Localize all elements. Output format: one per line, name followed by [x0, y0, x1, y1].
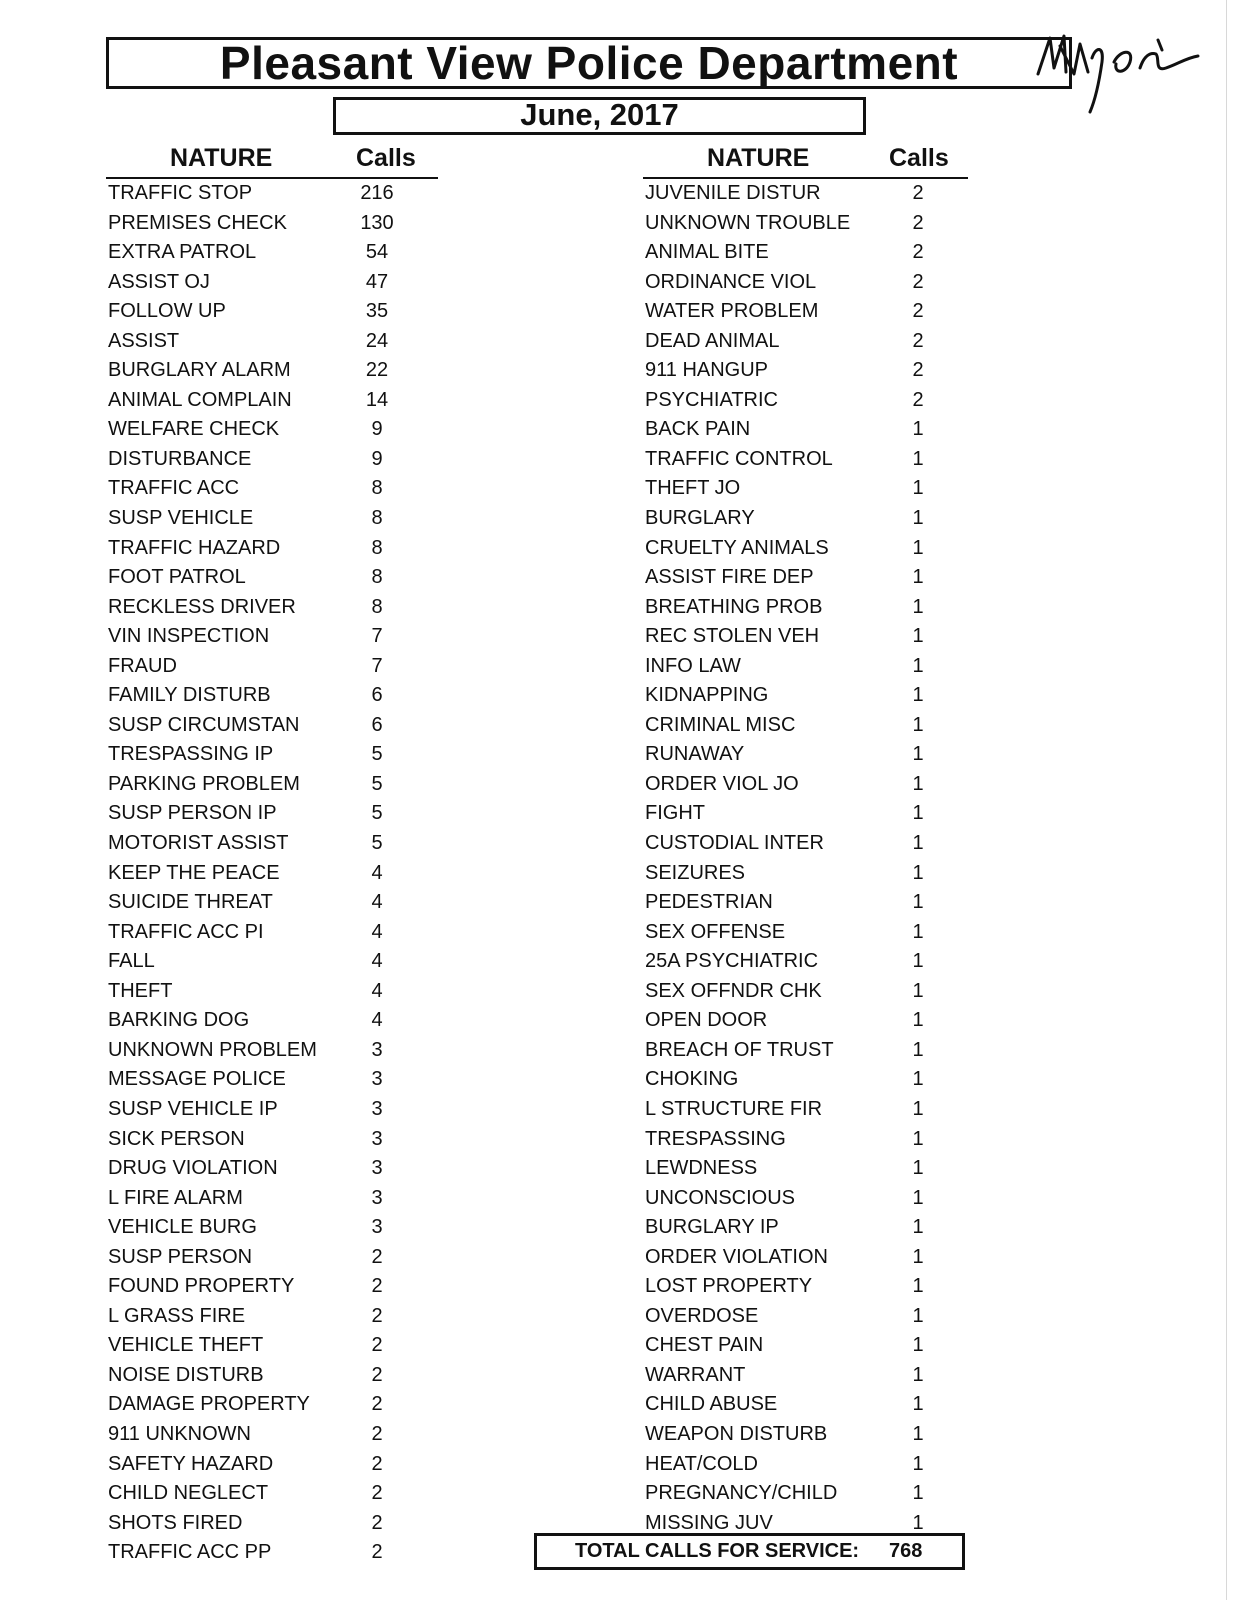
table-row — [643, 356, 968, 386]
calls-cell: 1 — [912, 507, 924, 530]
nature-cell: BREATHING PROB — [645, 595, 823, 618]
calls-cell: 4 — [371, 861, 383, 884]
nature-cell: DAMAGE PROPERTY — [108, 1393, 310, 1416]
nature-cell: WATER PROBLEM — [645, 300, 819, 323]
nature-cell: DEAD ANIMAL — [645, 329, 780, 352]
calls-cell: 2 — [371, 1541, 383, 1564]
table-row — [643, 1065, 968, 1095]
nature-cell: TRESPASSING IP — [108, 743, 274, 766]
table-row — [106, 356, 438, 386]
calls-cell: 3 — [371, 1097, 383, 1120]
left-table — [106, 145, 438, 1568]
table-row — [643, 1361, 968, 1391]
table-row — [643, 681, 968, 711]
nature-cell: ASSIST — [108, 329, 180, 352]
nature-cell: TRAFFIC HAZARD — [108, 536, 281, 559]
calls-cell: 1 — [912, 832, 924, 855]
right-table — [643, 145, 968, 1538]
nature-cell: TRAFFIC STOP — [108, 182, 253, 204]
calls-cell: 1 — [912, 595, 924, 618]
table-row — [106, 888, 438, 918]
calls-cell: 35 — [365, 300, 389, 323]
nature-cell: SUSP PERSON IP — [108, 802, 277, 825]
calls-cell: 47 — [365, 270, 389, 293]
calls-cell: 1 — [912, 1009, 924, 1032]
table-row — [106, 1154, 438, 1184]
calls-cell: 1 — [912, 1038, 924, 1061]
nature-cell: DRUG VIOLATION — [108, 1157, 278, 1180]
nature-cell: SICK PERSON — [108, 1127, 245, 1150]
nature-column-header: NATURE — [707, 144, 810, 172]
table-row — [643, 1036, 968, 1066]
calls-cell: 2 — [912, 329, 924, 352]
table-row — [106, 1006, 438, 1036]
nature-cell: MESSAGE POLICE — [108, 1068, 286, 1091]
calls-cell: 22 — [365, 359, 389, 382]
table-row — [106, 504, 438, 534]
table-row — [106, 918, 438, 948]
table-row — [106, 1538, 438, 1568]
calls-cell: 4 — [371, 950, 383, 973]
calls-cell: 1 — [912, 920, 924, 943]
table-row — [106, 474, 438, 504]
table-row — [106, 534, 438, 564]
nature-cell: BREACH OF TRUST — [645, 1038, 834, 1061]
calls-cell: 2 — [371, 1363, 383, 1386]
calls-cell: 2 — [912, 241, 924, 264]
calls-cell: 8 — [371, 566, 383, 589]
table-row — [106, 1272, 438, 1302]
nature-cell: RUNAWAY — [645, 743, 745, 766]
nature-cell: LEWDNESS — [645, 1157, 758, 1180]
table-row — [643, 1420, 968, 1450]
table-row — [643, 238, 968, 268]
nature-cell: FAMILY DISTURB — [108, 684, 271, 707]
table-row — [643, 947, 968, 977]
calls-cell: 1 — [912, 536, 924, 559]
calls-cell: 1 — [912, 654, 924, 677]
nature-cell: ANIMAL BITE — [645, 241, 769, 264]
table-row — [643, 1390, 968, 1420]
nature-cell: OVERDOSE — [645, 1304, 759, 1327]
table-row — [643, 1125, 968, 1155]
table-row — [106, 1243, 438, 1273]
table-row — [643, 593, 968, 623]
calls-cell: 2 — [371, 1245, 383, 1268]
nature-cell: FOLLOW UP — [108, 300, 226, 323]
table-row — [643, 652, 968, 682]
calls-cell: 2 — [371, 1422, 383, 1445]
calls-cell: 1 — [912, 713, 924, 736]
nature-cell: BARKING DOG — [108, 1009, 250, 1032]
handwritten-signature — [1030, 28, 1220, 118]
nature-cell: VIN INSPECTION — [108, 625, 270, 648]
calls-cell: 7 — [371, 625, 383, 648]
calls-cell: 9 — [371, 447, 383, 470]
page-edge-line — [1226, 0, 1227, 1600]
nature-cell: 25A PSYCHIATRIC — [645, 950, 819, 973]
nature-cell: FOUND PROPERTY — [108, 1275, 295, 1298]
table-row — [643, 918, 968, 948]
nature-cell: ORDER VIOL JO — [645, 772, 799, 795]
calls-cell: 1 — [912, 477, 924, 500]
table-row — [643, 1450, 968, 1480]
calls-cell: 2 — [912, 182, 924, 204]
table-row — [643, 297, 968, 327]
calls-cell: 1 — [912, 891, 924, 914]
calls-cell: 3 — [371, 1157, 383, 1180]
table-row — [106, 1331, 438, 1361]
nature-cell: 911 UNKNOWN — [108, 1422, 251, 1445]
nature-cell: TRAFFIC ACC PI — [108, 920, 264, 943]
calls-cell: 8 — [371, 595, 383, 618]
calls-cell: 1 — [912, 1422, 924, 1445]
calls-cell: 1 — [912, 743, 924, 766]
table-row — [643, 1006, 968, 1036]
table-row — [106, 622, 438, 652]
nature-cell: WEAPON DISTURB — [645, 1422, 828, 1445]
nature-cell: JUVENILE DISTUR — [645, 182, 821, 204]
nature-cell: FIGHT — [645, 802, 705, 825]
calls-cell: 1 — [912, 1157, 924, 1180]
right-table-rows — [643, 179, 968, 1538]
nature-cell: REC STOLEN VEH — [645, 625, 820, 648]
calls-cell: 1 — [912, 1393, 924, 1416]
nature-cell: L GRASS FIRE — [108, 1304, 246, 1327]
table-row — [643, 1243, 968, 1273]
calls-cell: 2 — [912, 300, 924, 323]
nature-cell: SUSP CIRCUMSTAN — [108, 713, 300, 736]
report-month: June, 2017 — [520, 97, 679, 132]
nature-cell: ORDER VIOLATION — [645, 1245, 828, 1268]
table-row — [643, 1095, 968, 1125]
table-row — [643, 829, 968, 859]
table-row — [106, 652, 438, 682]
table-row — [643, 474, 968, 504]
table-row — [643, 1331, 968, 1361]
nature-cell: TRAFFIC ACC PP — [108, 1541, 272, 1564]
calls-cell: 3 — [371, 1216, 383, 1239]
table-row — [643, 534, 968, 564]
calls-cell: 1 — [912, 1068, 924, 1091]
table-row — [106, 327, 438, 357]
nature-cell: SEX OFFENSE — [645, 920, 786, 943]
nature-cell: BACK PAIN — [645, 418, 751, 441]
calls-cell: 1 — [912, 861, 924, 884]
calls-cell: 1 — [912, 1482, 924, 1505]
nature-cell: ASSIST OJ — [108, 270, 210, 293]
nature-cell: ASSIST FIRE DEP — [645, 566, 814, 589]
left-table-header — [106, 145, 438, 179]
calls-cell: 3 — [371, 1038, 383, 1061]
table-row — [643, 770, 968, 800]
nature-cell: UNKNOWN TROUBLE — [645, 211, 851, 234]
calls-cell: 8 — [371, 507, 383, 530]
nature-cell: UNCONSCIOUS — [645, 1186, 796, 1209]
table-row — [643, 1154, 968, 1184]
calls-cell: 1 — [912, 1245, 924, 1268]
table-row — [643, 563, 968, 593]
table-row — [643, 209, 968, 239]
table-row — [106, 770, 438, 800]
month-box — [333, 97, 866, 135]
nature-cell: BURGLARY ALARM — [108, 359, 291, 382]
table-row — [643, 504, 968, 534]
table-row — [643, 977, 968, 1007]
calls-cell: 4 — [371, 1009, 383, 1032]
table-row — [643, 1184, 968, 1214]
calls-cell: 1 — [912, 418, 924, 441]
nature-cell: L FIRE ALARM — [108, 1186, 243, 1209]
table-row — [643, 415, 968, 445]
nature-cell: THEFT JO — [645, 477, 741, 500]
calls-cell: 2 — [371, 1334, 383, 1357]
nature-cell: SUSP PERSON — [108, 1245, 253, 1268]
total-calls-value: 768 — [889, 1540, 923, 1562]
table-row — [106, 1479, 438, 1509]
calls-cell: 2 — [371, 1275, 383, 1298]
table-row — [106, 711, 438, 741]
table-row — [643, 386, 968, 416]
nature-cell: CHOKING — [645, 1068, 739, 1091]
nature-cell: WELFARE CHECK — [108, 418, 280, 441]
total-calls-box — [534, 1533, 965, 1570]
left-table-rows — [106, 179, 438, 1568]
nature-cell: SAFETY HAZARD — [108, 1452, 274, 1475]
calls-cell: 3 — [371, 1186, 383, 1209]
nature-cell: MISSING JUV — [645, 1511, 773, 1534]
table-row — [643, 859, 968, 889]
nature-cell: PARKING PROBLEM — [108, 772, 300, 795]
calls-cell: 2 — [912, 388, 924, 411]
calls-cell: 216 — [360, 182, 394, 204]
calls-cell: 2 — [912, 359, 924, 382]
table-row — [106, 1036, 438, 1066]
nature-cell: PEDESTRIAN — [645, 891, 773, 914]
page-title: Pleasant View Police Department — [219, 37, 959, 89]
calls-cell: 1 — [912, 1127, 924, 1150]
nature-cell: FALL — [108, 950, 155, 973]
table-row — [106, 268, 438, 298]
calls-cell: 5 — [371, 743, 383, 766]
table-row — [106, 209, 438, 239]
calls-cell: 1 — [912, 1452, 924, 1475]
nature-cell: SHOTS FIRED — [108, 1511, 243, 1534]
calls-cell: 6 — [371, 684, 383, 707]
table-row — [106, 1302, 438, 1332]
nature-cell: FRAUD — [108, 654, 177, 677]
nature-cell: CHILD NEGLECT — [108, 1482, 269, 1505]
nature-cell: VEHICLE BURG — [108, 1216, 257, 1239]
calls-cell: 54 — [365, 241, 389, 264]
nature-cell: CUSTODIAL INTER — [645, 832, 824, 855]
table-row — [643, 268, 968, 298]
nature-cell: BURGLARY IP — [645, 1216, 779, 1239]
table-row — [106, 681, 438, 711]
nature-cell: TRAFFIC ACC — [108, 477, 240, 500]
calls-cell: 7 — [371, 654, 383, 677]
nature-cell: CRUELTY ANIMALS — [645, 536, 829, 559]
calls-cell: 1 — [912, 950, 924, 973]
table-row — [106, 740, 438, 770]
calls-cell: 4 — [371, 891, 383, 914]
calls-cell: 1 — [912, 1304, 924, 1327]
table-row — [106, 859, 438, 889]
calls-cell: 14 — [365, 388, 389, 411]
table-row — [106, 593, 438, 623]
table-row — [106, 563, 438, 593]
total-calls-label: TOTAL CALLS FOR SERVICE: — [575, 1540, 860, 1562]
table-row — [106, 1184, 438, 1214]
nature-cell: BURGLARY — [645, 507, 755, 530]
table-row — [106, 1213, 438, 1243]
nature-cell: TRESPASSING — [645, 1127, 786, 1150]
calls-cell: 4 — [371, 979, 383, 1002]
table-row — [106, 947, 438, 977]
calls-cell: 4 — [371, 920, 383, 943]
calls-cell: 1 — [912, 566, 924, 589]
table-row — [106, 1065, 438, 1095]
nature-cell: WARRANT — [645, 1363, 746, 1386]
nature-cell: OPEN DOOR — [645, 1009, 768, 1032]
nature-cell: CHEST PAIN — [645, 1334, 764, 1357]
calls-cell: 1 — [912, 447, 924, 470]
table-row — [643, 179, 968, 209]
nature-cell: HEAT/COLD — [645, 1452, 758, 1475]
calls-cell: 1 — [912, 684, 924, 707]
table-row — [643, 888, 968, 918]
table-row — [643, 327, 968, 357]
table-row — [643, 622, 968, 652]
calls-cell: 1 — [912, 979, 924, 1002]
table-row — [643, 740, 968, 770]
table-row — [106, 1420, 438, 1450]
table-row — [643, 799, 968, 829]
calls-cell: 1 — [912, 772, 924, 795]
table-row — [106, 238, 438, 268]
title-box — [106, 37, 1072, 89]
calls-cell: 5 — [371, 832, 383, 855]
nature-cell: PREMISES CHECK — [108, 211, 287, 234]
calls-cell: 1 — [912, 1186, 924, 1209]
calls-cell: 1 — [912, 1275, 924, 1298]
calls-cell: 8 — [371, 477, 383, 500]
calls-cell: 2 — [912, 270, 924, 293]
calls-cell: 2 — [371, 1511, 383, 1534]
nature-cell: ORDINANCE VIOL — [645, 270, 817, 293]
calls-cell: 1 — [912, 802, 924, 825]
calls-cell: 1 — [912, 1097, 924, 1120]
calls-cell: 2 — [371, 1482, 383, 1505]
nature-cell: LOST PROPERTY — [645, 1275, 813, 1298]
nature-cell: ANIMAL COMPLAIN — [108, 388, 292, 411]
table-row — [106, 415, 438, 445]
table-row — [643, 445, 968, 475]
nature-cell: FOOT PATROL — [108, 566, 246, 589]
nature-cell: SEX OFFNDR CHK — [645, 979, 822, 1002]
table-row — [643, 1479, 968, 1509]
calls-cell: 1 — [912, 625, 924, 648]
table-row — [643, 1272, 968, 1302]
nature-cell: EXTRA PATROL — [108, 241, 257, 264]
nature-cell: DISTURBANCE — [108, 447, 252, 470]
nature-cell: L STRUCTURE FIR — [645, 1097, 823, 1120]
nature-cell: CHILD ABUSE — [645, 1393, 778, 1416]
nature-cell: UNKNOWN PROBLEM — [108, 1038, 317, 1061]
calls-cell: 3 — [371, 1127, 383, 1150]
calls-cell: 130 — [360, 211, 394, 234]
calls-cell: 6 — [371, 713, 383, 736]
nature-cell: TRAFFIC CONTROL — [645, 447, 833, 470]
nature-cell: SEIZURES — [645, 861, 746, 884]
table-row — [106, 1509, 438, 1539]
table-row — [106, 297, 438, 327]
table-row — [106, 1125, 438, 1155]
table-row — [106, 1450, 438, 1480]
calls-column-header: Calls — [889, 144, 949, 172]
calls-cell: 2 — [371, 1393, 383, 1416]
nature-cell: 911 HANGUP — [645, 359, 769, 382]
table-row — [106, 1095, 438, 1125]
calls-cell: 2 — [912, 211, 924, 234]
table-row — [106, 386, 438, 416]
table-row — [106, 829, 438, 859]
calls-column-header: Calls — [356, 144, 416, 172]
nature-cell: INFO LAW — [645, 654, 741, 677]
table-row — [643, 711, 968, 741]
calls-cell: 1 — [912, 1216, 924, 1239]
nature-cell: CRIMINAL MISC — [645, 713, 796, 736]
nature-cell: RECKLESS DRIVER — [108, 595, 296, 618]
nature-cell: PSYCHIATRIC — [645, 388, 778, 411]
table-row — [106, 977, 438, 1007]
table-row — [106, 1361, 438, 1391]
calls-cell: 5 — [371, 772, 383, 795]
table-row — [643, 1213, 968, 1243]
calls-cell: 1 — [912, 1511, 924, 1534]
nature-cell: KIDNAPPING — [645, 684, 769, 707]
calls-cell: 2 — [371, 1452, 383, 1475]
calls-cell: 1 — [912, 1363, 924, 1386]
calls-cell: 8 — [371, 536, 383, 559]
table-row — [106, 179, 438, 209]
calls-cell: 2 — [371, 1304, 383, 1327]
calls-cell: 9 — [371, 418, 383, 441]
nature-cell: MOTORIST ASSIST — [108, 832, 289, 855]
nature-cell: SUSP VEHICLE — [108, 507, 254, 530]
table-row — [643, 1302, 968, 1332]
table-row — [106, 799, 438, 829]
calls-cell: 24 — [365, 329, 389, 352]
nature-cell: SUSP VEHICLE IP — [108, 1097, 278, 1120]
nature-cell: PREGNANCY/CHILD — [645, 1482, 838, 1505]
calls-cell: 1 — [912, 1334, 924, 1357]
nature-cell: KEEP THE PEACE — [108, 861, 280, 884]
nature-cell: SUICIDE THREAT — [108, 891, 273, 914]
nature-cell: NOISE DISTURB — [108, 1363, 264, 1386]
calls-cell: 5 — [371, 802, 383, 825]
nature-column-header: NATURE — [170, 144, 273, 172]
right-table-header — [643, 145, 968, 179]
table-row — [106, 1390, 438, 1420]
nature-cell: THEFT — [108, 979, 173, 1002]
calls-cell: 3 — [371, 1068, 383, 1091]
nature-cell: VEHICLE THEFT — [108, 1334, 264, 1357]
table-row — [106, 445, 438, 475]
